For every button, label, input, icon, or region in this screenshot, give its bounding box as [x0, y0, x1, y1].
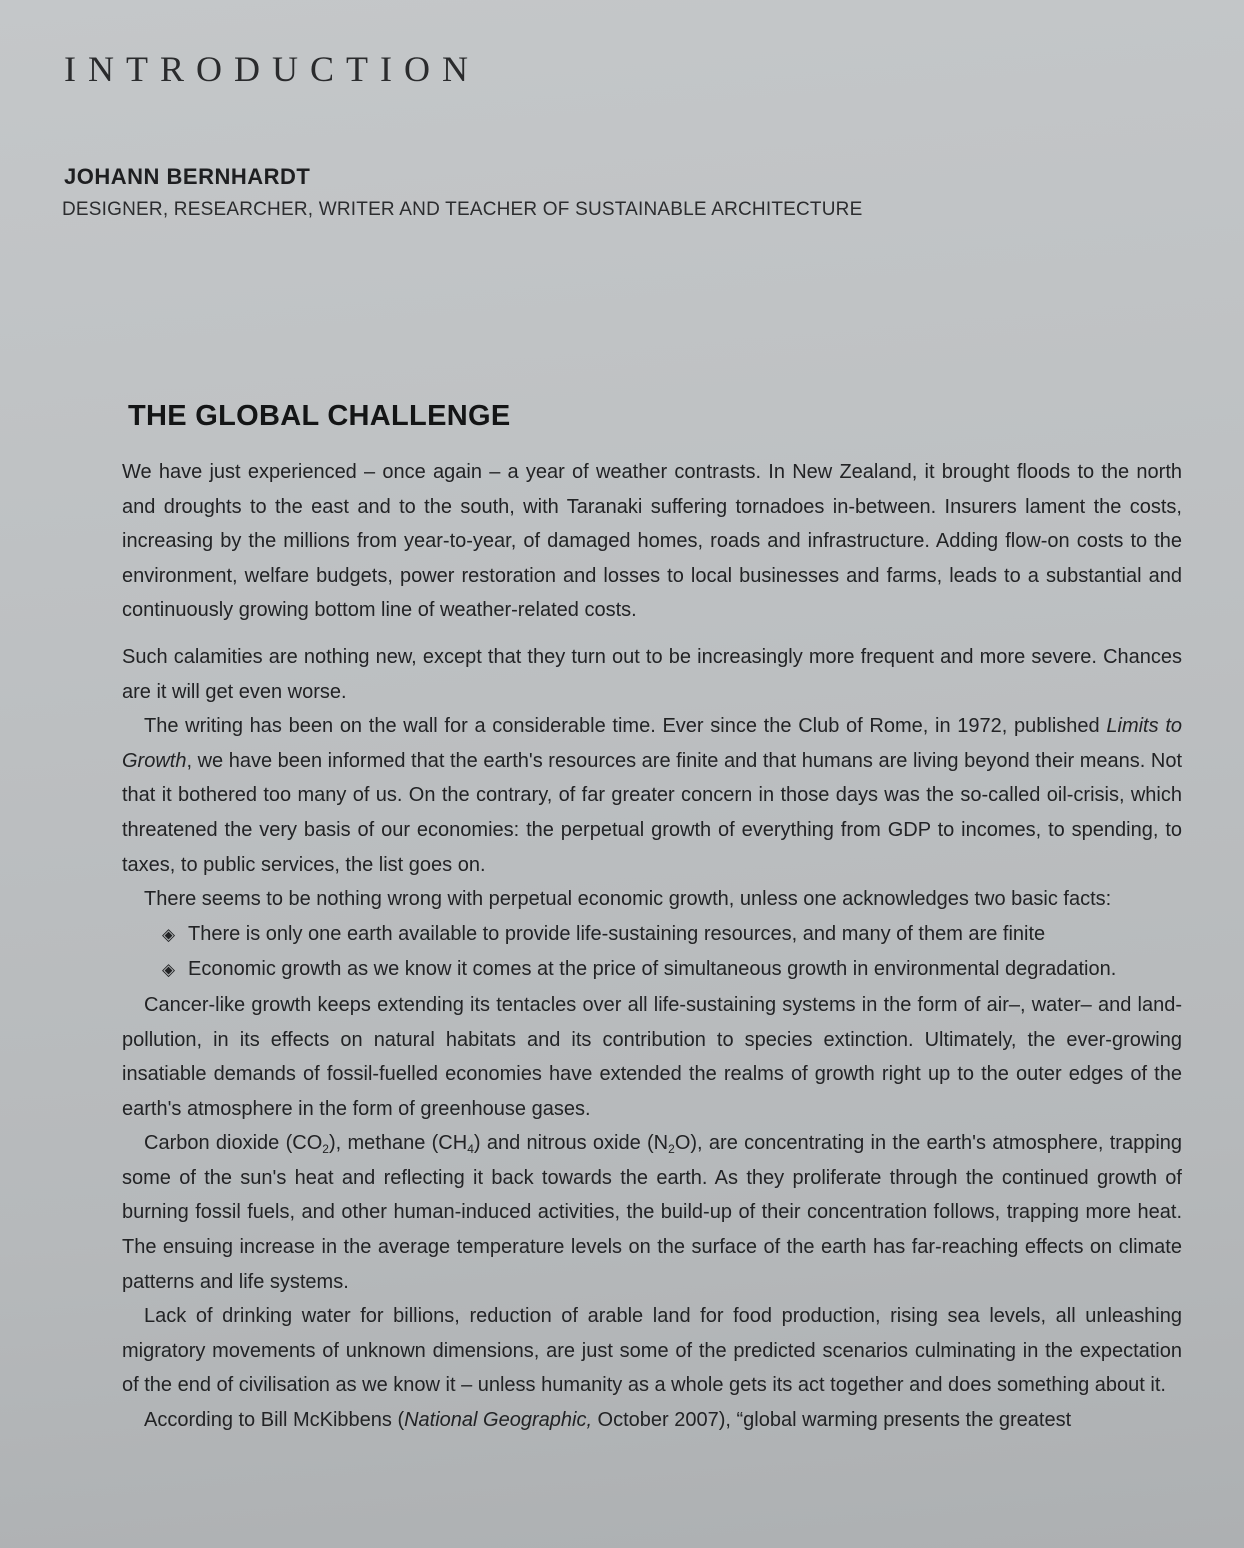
paragraph-calamities: Such calamities are nothing new, except that they turn out to be increasingly more frequent and more severe. Chances are it will get even worse.: [122, 645, 1182, 703]
subscript: 2: [668, 1142, 675, 1157]
paragraph-text: October 2007), “global warming presents the greatest: [592, 1409, 1072, 1432]
bullet-item: [122, 917, 1182, 953]
source-title: National Geographic,: [404, 1409, 592, 1432]
paragraph-text: The writing has been on the wall for a considerable time. Ever since the Club of Rome, in 1972, published: [144, 715, 1107, 738]
paragraph-text: Carbon dioxide (CO: [144, 1132, 323, 1155]
subscript: 4: [467, 1142, 474, 1157]
paragraph-text: ) and nitrous oxide (N: [473, 1132, 669, 1155]
subscript: 2: [322, 1142, 329, 1157]
paragraph-mckibbens: [122, 1403, 1182, 1438]
diamond-bullet-icon: ◈: [162, 960, 176, 980]
paragraph-text: O), are concentrating in the earth's atmosphere, trapping some of the sun's heat and reflecting it back towards the earth. As they proliferate through the continued growth of burning fossil fuels, and other human-induced activities, the build-up of their concentration follows, trapping more heat. The ensuing increase in the average temperature levels on the surface of the earth has far-reaching effects on climate patterns and life systems.: [122, 1132, 1183, 1293]
bullet-text: Economic growth as we know it comes at the price of simultaneous growth in environmental degradation.: [188, 958, 1117, 981]
paragraph-drinking-water: Lack of drinking water for billions, reduction of arable land for food production, rising sea levels, all unleashing migratory movements of unknown dimensions, are just some of the predicted scenarios culminating in the expectation of the end of civilisation as we know it – unless humanity as a whole gets its act together and does something about it.: [122, 1305, 1182, 1397]
paragraph-text: According to Bill McKibbens (: [144, 1409, 405, 1432]
chapter-heading: THE GLOBAL CHALLENGE: [128, 400, 511, 432]
paragraph-text: ), methane (CH: [328, 1132, 468, 1155]
paragraph-text: , we have been informed that the earth's resources are finite and that humans are living beyond their means. Not that it bothered too many of us. On the contrary, of far greater concern in those days was the so-called oil-crisis, which threatened the very basis of our economies: the perpetual growth of everything from GDP to incomes, to spending, to taxes, to public services, the list goes on.: [122, 749, 1182, 876]
author-role: DESIGNER, RESEARCHER, WRITER AND TEACHER OF SUSTAINABLE ARCHITECTURE: [62, 199, 863, 220]
paragraph-greenhouse-gases: [122, 1126, 1182, 1299]
diamond-bullet-icon: ◈: [162, 924, 176, 944]
bullet-text: There is only one earth available to provide life-sustaining resources, and many of them are finite: [188, 922, 1046, 945]
section-label: INTRODUCTION: [64, 49, 480, 89]
book-title: Limits to Growth: [122, 715, 1183, 772]
lead-paragraph: We have just experienced – once again – a year of weather contrasts. In New Zealand, it brought floods to the north and droughts to the east and to the south, with Taranaki suffering tornadoes in-between. Insurers lament the costs, increasing by the millions from year-to-year, of damaged homes, roads and infrastructure. Adding flow-on costs to the environment, welfare budgets, power restoration and losses to local businesses and farms, leads to a substantial and continuously growing bottom line of weather-related costs.: [122, 461, 1182, 622]
bullet-item: [122, 952, 1182, 988]
author-name: JOHANN BERNHARDT: [64, 164, 311, 189]
paragraph-limits-to-growth: [122, 709, 1182, 882]
paragraph-cancer-like-growth: Cancer-like growth keeps extending its tentacles over all life-sustaining systems in the form of air–, water– and land-pollution, in its effects on natural habitats and its contribution to species extinction. Ultimately, the ever-growing insatiable demands of fossil-fuelled economies have extended the realms of growth right up to the outer edges of the earth's atmosphere in the form of greenhouse gases.: [122, 993, 1182, 1120]
paragraph-two-facts: There seems to be nothing wrong with perpetual economic growth, unless one acknowledges two basic facts:: [144, 888, 1112, 911]
body-text: [122, 455, 1182, 1438]
